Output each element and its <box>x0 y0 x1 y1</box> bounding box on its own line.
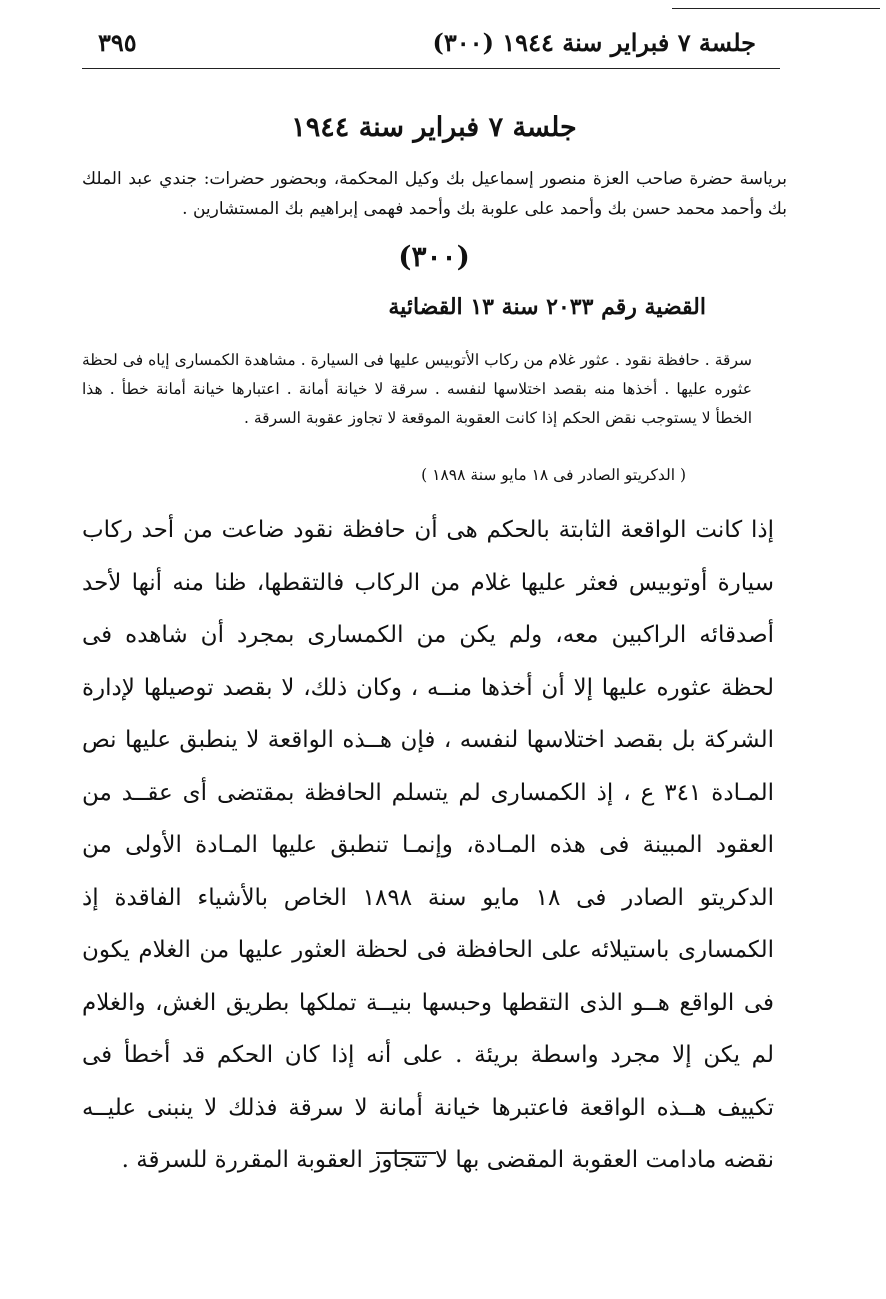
ruling-body: إذا كانت الواقعة الثابتة بالحكم هى أن حافظة نقود ضاعت من أحد ركاب سيارة أوتوبيس فعثر عليها غلام من الركاب فالتقطها، ظنا منه أنها لأحد أصدقائه الراكبين معه، ولم يكن من الكمسارى بمجرد أن شاهده فى لحظة عثوره عليها إلا أن أخذها منــه ، وكان ذلك، لا بقصد توصيلها لإدارة الشركة بل بقصد اختلاسها لنفسه ، فإن هــذه الواقعة لا ينطبق عليها نص المـادة ٣٤١ ع ، إذ الكمسارى لم يتسلم الحافظة بمقتضى أى عقــد من العقود المبينة فى هذه المـادة، وإنمـا تنطبق عليها المـادة الأولى من الدكريتو الصادر فى ١٨ مايو سنة ١٨٩٨ الخاص بالأشياء الفاقدة إذ الكمسارى باستيلائه على الحافظة فى لحظة العثور عليها من الغلام يكون فى الواقع هــو الذى التقطها وحبسها بنيــة تملكها بطريق الغش، والغلام لم يكن إلا مجرد واسطة بريئة . على أنه إذا كان الحكم قد أخطأ فى تكييف هــذه الواقعة فاعتبرها خيانة أمانة لا سرقة فذلك لا ينبنى عليــه نقضه مادامت العقوبة المقضى بها لا تتجاوز العقوبة المقررة للسرقة . <box>82 517 775 1173</box>
page-number: ٣٩٥ <box>98 28 137 57</box>
header-rule <box>82 68 780 69</box>
case-reference: القضية رقم ٢٠٣٣ سنة ١٣ القضائية <box>388 294 706 320</box>
decree-citation: ( الدكريتو الصادر فى ١٨ مايو سنة ١٨٩٨ ) <box>421 466 686 484</box>
running-title: جلسة ٧ فبراير سنة ١٩٤٤ (٣٠٠) <box>432 28 756 57</box>
end-rule <box>376 1152 436 1154</box>
top-rule <box>672 8 880 9</box>
presidency-paragraph: برياسة حضرة صاحب العزة منصور إسماعيل بك وكيل المحكمة، وبحضور حضرات: جندي عبد الملك بك وأحمد محمد حسن بك وأحمد على علوبة بك وأحمد فهمى إبراهيم بك المستشارين . <box>82 169 787 219</box>
session-title: جلسة ٧ فبراير سنة ١٩٤٤ <box>291 112 577 143</box>
case-number: (٣٠٠) <box>398 240 470 273</box>
page-header <box>88 28 780 64</box>
case-summary: سرقة . حافظة نقود . عثور غلام من ركاب الأتوبيس عليها فى السيارة . مشاهدة الكمسارى إياه فى لحظة عثوره عليها . أخذها منه بقصد اختلاسها لنفسه . سرقة لا خيانة أمانة . اعتبارها خيانة أمانة خطأ . هذا الخطأ لا يستوجب نقض الحكم إذا كانت العقوبة الموقعة لا تجاوز عقوبة السرقة . <box>82 351 752 427</box>
